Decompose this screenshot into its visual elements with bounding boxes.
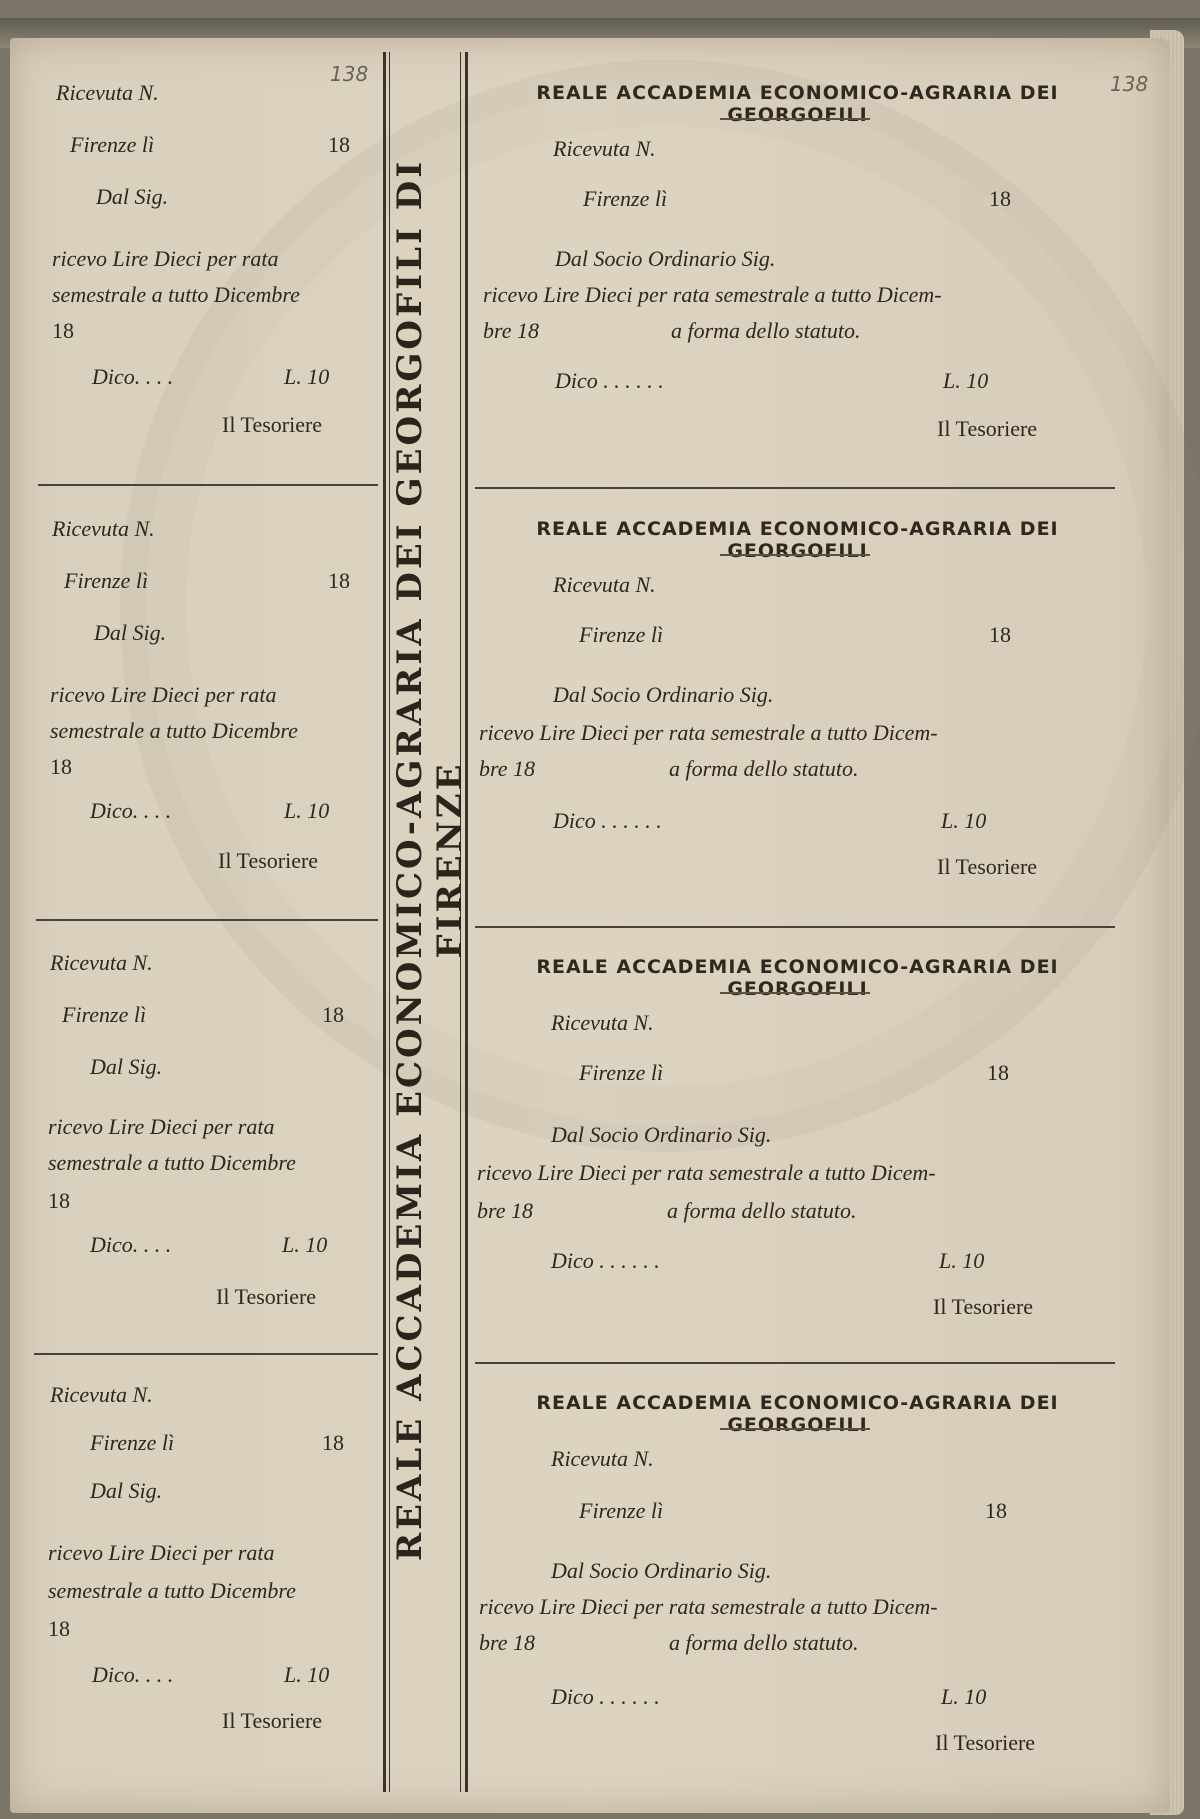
vertical-academy-title: REALE ACCADEMIA ECONOMICO-AGRARIA DEI GEORGOFILI DI FIRENZE xyxy=(390,158,470,1562)
heading-ornament xyxy=(720,1428,870,1430)
from-label: Dal Socio Ordinario Sig. xyxy=(555,246,776,271)
year-prefix: 18 xyxy=(987,1060,1009,1085)
place-date-label: Firenze lì xyxy=(70,132,155,157)
place-date-label: Firenze lì xyxy=(90,1430,175,1455)
amount: L. 10 xyxy=(943,368,989,393)
say-label: Dico . . . . . . xyxy=(551,1248,660,1273)
receipt-text-line: semestrale a tutto Dicembre xyxy=(50,718,298,743)
receipt-text-line-year: bre 18 xyxy=(479,756,536,781)
heading-ornament xyxy=(720,118,870,120)
receipt-year: 18 xyxy=(48,1188,70,1213)
receipt-year: 18 xyxy=(52,318,74,343)
from-label: Dal Sig. xyxy=(90,1478,163,1503)
say-label: Dico. . . . xyxy=(90,798,172,823)
from-label: Dal Sig. xyxy=(94,620,167,645)
stub-separator xyxy=(38,484,378,486)
place-date-label: Firenze lì xyxy=(579,1498,664,1523)
receipt-number-label: Ricevuta N. xyxy=(551,1446,654,1471)
year-prefix: 18 xyxy=(322,1430,344,1455)
amount: L. 10 xyxy=(941,808,987,833)
receipt-number-label: Ricevuta N. xyxy=(50,950,153,975)
receipt-separator xyxy=(475,926,1115,928)
statute-text: a forma dello statuto. xyxy=(667,1198,857,1223)
treasurer-label: Il Tesoriere xyxy=(222,1708,323,1733)
year-prefix: 18 xyxy=(989,622,1011,647)
place-date-label: Firenze lì xyxy=(583,186,668,211)
receipt-text-line: ricevo Lire Dieci per rata xyxy=(50,682,277,707)
receipt-separator xyxy=(475,487,1115,489)
receipt-text-line: ricevo Lire Dieci per rata semestrale a tutto Dicem- xyxy=(477,1160,936,1185)
treasurer-label: Il Tesoriere xyxy=(937,854,1038,879)
receipt-text-line: ricevo Lire Dieci per rata xyxy=(48,1540,275,1565)
year-prefix: 18 xyxy=(328,132,350,157)
receipt-text-line: ricevo Lire Dieci per rata xyxy=(48,1114,275,1139)
receipt-heading: REALE ACCADEMIA ECONOMICO-AGRARIA DEI GEORGOFILI xyxy=(536,82,1059,126)
receipt-text-line: semestrale a tutto Dicembre xyxy=(48,1578,296,1603)
receipt-text-line: ricevo Lire Dieci per rata semestrale a tutto Dicem- xyxy=(483,282,942,307)
treasurer-label: Il Tesoriere xyxy=(222,412,323,437)
year-prefix: 18 xyxy=(328,568,350,593)
receipt-number-label: Ricevuta N. xyxy=(50,1382,153,1407)
receipt-text-line: ricevo Lire Dieci per rata semestrale a tutto Dicem- xyxy=(479,720,938,745)
amount: L. 10 xyxy=(284,798,330,823)
receipt-text-line-year: bre 18 xyxy=(479,1630,536,1655)
say-label: Dico. . . . xyxy=(90,1232,172,1257)
receipt-separator xyxy=(475,1362,1115,1364)
stub-separator xyxy=(36,919,378,921)
say-label: Dico. . . . xyxy=(92,1662,174,1687)
left-rule xyxy=(383,52,386,1792)
from-label: Dal Socio Ordinario Sig. xyxy=(551,1558,772,1583)
receipt-number-label: Ricevuta N. xyxy=(553,136,656,161)
receipt-text-line: semestrale a tutto Dicembre xyxy=(52,282,300,307)
statute-text: a forma dello statuto. xyxy=(669,756,859,781)
receipt-heading: REALE ACCADEMIA ECONOMICO-AGRARIA DEI GEORGOFILI xyxy=(536,518,1059,562)
year-prefix: 18 xyxy=(322,1002,344,1027)
receipt-number-label: Ricevuta N. xyxy=(553,572,656,597)
from-label: Dal Sig. xyxy=(96,184,169,209)
receipt-year: 18 xyxy=(48,1616,70,1641)
amount: L. 10 xyxy=(939,1248,985,1273)
treasurer-label: Il Tesoriere xyxy=(218,848,319,873)
say-label: Dico. . . . xyxy=(92,364,174,389)
place-date-label: Firenze lì xyxy=(64,568,149,593)
amount: L. 10 xyxy=(941,1684,987,1709)
treasurer-label: Il Tesoriere xyxy=(937,416,1038,441)
amount: L. 10 xyxy=(284,364,330,389)
year-prefix: 18 xyxy=(989,186,1011,211)
say-label: Dico . . . . . . xyxy=(555,368,664,393)
treasurer-label: Il Tesoriere xyxy=(933,1294,1034,1319)
amount: L. 10 xyxy=(282,1232,328,1257)
heading-ornament xyxy=(720,992,870,994)
from-label: Dal Sig. xyxy=(90,1054,163,1079)
statute-text: a forma dello statuto. xyxy=(671,318,861,343)
place-date-label: Firenze lì xyxy=(579,1060,664,1085)
receipt-heading: REALE ACCADEMIA ECONOMICO-AGRARIA DEI GEORGOFILI xyxy=(536,1392,1059,1436)
place-date-label: Firenze lì xyxy=(579,622,664,647)
stub-separator xyxy=(34,1353,378,1355)
receipt-number-label: Ricevuta N. xyxy=(56,80,159,105)
heading-ornament xyxy=(720,554,870,556)
receipt-text-line-year: bre 18 xyxy=(483,318,540,343)
receipt-number-label: Ricevuta N. xyxy=(52,516,155,541)
place-date-label: Firenze lì xyxy=(62,1002,147,1027)
from-label: Dal Socio Ordinario Sig. xyxy=(551,1122,772,1147)
statute-text: a forma dello statuto. xyxy=(669,1630,859,1655)
receipt-text-line: ricevo Lire Dieci per rata xyxy=(52,246,279,271)
receipt-text-line: semestrale a tutto Dicembre xyxy=(48,1150,296,1175)
treasurer-label: Il Tesoriere xyxy=(216,1284,317,1309)
receipt-text-line-year: bre 18 xyxy=(477,1198,534,1223)
say-label: Dico . . . . . . xyxy=(551,1684,660,1709)
page-number-left: 138 xyxy=(330,62,369,86)
amount: L. 10 xyxy=(284,1662,330,1687)
treasurer-label: Il Tesoriere xyxy=(935,1730,1036,1755)
say-label: Dico . . . . . . xyxy=(553,808,662,833)
receipt-year: 18 xyxy=(50,754,72,779)
receipt-heading: REALE ACCADEMIA ECONOMICO-AGRARIA DEI GEORGOFILI xyxy=(536,956,1059,1000)
from-label: Dal Socio Ordinario Sig. xyxy=(553,682,774,707)
receipt-text-line: ricevo Lire Dieci per rata semestrale a tutto Dicem- xyxy=(479,1594,938,1619)
receipt-number-label: Ricevuta N. xyxy=(551,1010,654,1035)
year-prefix: 18 xyxy=(985,1498,1007,1523)
page-number-right: 138 xyxy=(1110,72,1149,96)
